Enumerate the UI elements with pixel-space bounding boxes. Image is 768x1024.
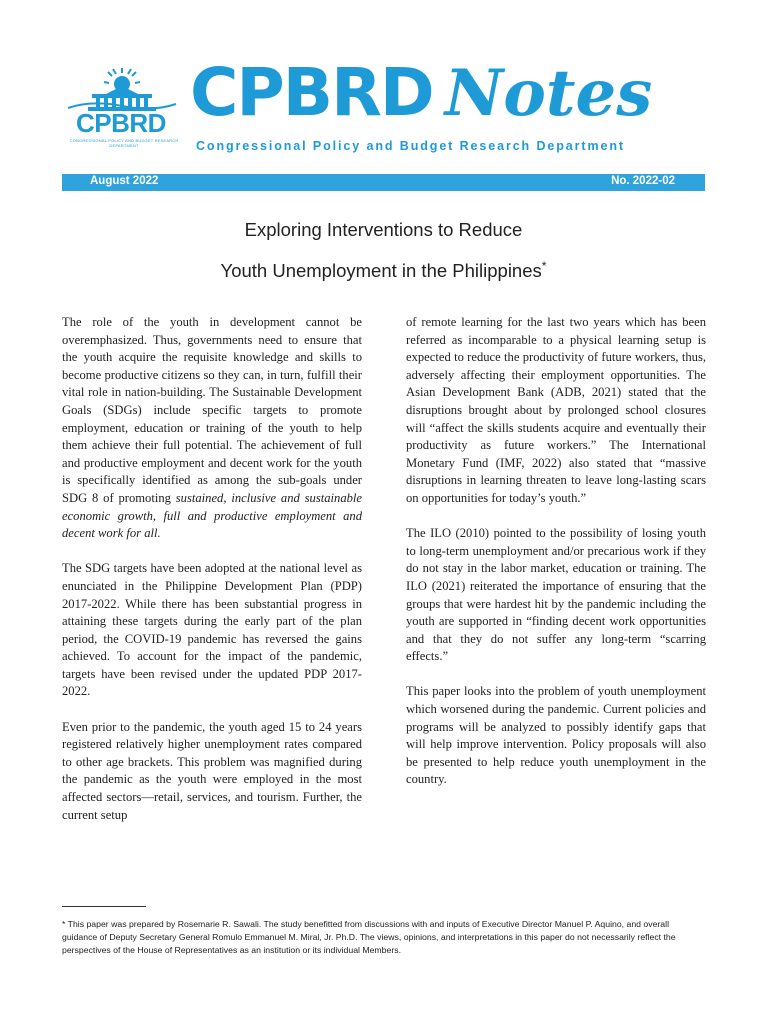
paragraph-4: of remote learning for the last two years which has been referred as incomparable to a physical learning setup is expected to reduce the productivity of future workers, thus, adversely affecting their employment opportunities. The Asian Development Bank (ADB, 2021) stated that the disruptions brought about by prolonged school closures will “affect the skills students acquire and eventually their productivity as future workers.” The International Monetary Fund (IMF, 2022) also stated that “massive disruptions in learning threaten to leave long-lasting scars on opportunities for today’s youth.” bbox=[406, 315, 706, 505]
masthead bbox=[190, 54, 653, 131]
footnote bbox=[62, 918, 706, 957]
title-line-1: Exploring Interventions to Reduce bbox=[244, 219, 523, 240]
footnote-text: This paper was prepared by Rosemarie R. Sawali. The study benefitted from discussions with and inputs of Executive Director Manuel P. Aquino, and overall guidance of Deputy Secretary General Romulo Emmanuel M. Miral, Jr. Ph.D. The views, opinions, and interpretations in this paper do not necessarily reflect the perspectives of the House of Representatives as an institution or its individual Members. bbox=[62, 919, 676, 955]
issue-number: No. 2022-02 bbox=[611, 175, 675, 187]
footnote-divider bbox=[62, 906, 146, 907]
paragraph-1 bbox=[62, 314, 362, 543]
paragraph-6: This paper looks into the problem of youth unemployment which worsened during the pandemic. Current policies and programs will be analyzed to possibly identify gaps that will help improve intervention. Policy proposals will also be presented to help reduce youth unemployment in the country. bbox=[406, 684, 706, 787]
logo-subtitle: CONGRESSIONAL POLICY AND BUDGET RESEARCH DEPARTMENT bbox=[69, 138, 179, 148]
paragraph-5: The ILO (2010) pointed to the possibility of losing youth to long-term unemployment and/or precarious work if they do not stay in the labor market, education or training. The ILO (2021) reiterated the importance of ensuring that the groups that were hardest hit by the pandemic including the youth are supported in “finding decent work opportunities and that they do not suffer any long-term “scarring effects.” bbox=[406, 526, 706, 664]
masthead-notes: Notes bbox=[444, 56, 653, 131]
footnote-marker: * bbox=[62, 919, 66, 929]
paragraph-2: The SDG targets have been adopted at the national level as enunciated in the Philippine Development Plan (PDP) 2017-2022. While there has been substantial progress in attaining these targets during the early part of the plan period, the COVID-19 pandemic has reversed the gains achieved. To account for the impact of the pandemic, targets have been revised under the updated PDP 2017-2022. bbox=[62, 561, 362, 699]
issue-date: August 2022 bbox=[90, 175, 159, 187]
issue-band bbox=[62, 174, 705, 191]
paragraph-1-italic: sustained, inclusive and sustainable economic growth, full and productive employment and decent work for all. bbox=[62, 490, 362, 541]
left-column bbox=[62, 314, 362, 842]
masthead-brand: CPBRD bbox=[190, 54, 433, 131]
paragraph-1-text: The role of the youth in development cannot be overemphasized. Thus, governments need to ensure that the youth acquire the requisite knowledge and skills to become productive citizens so they can, in turn, fulfill their vital role in nation-building. The Sustainable Development Goals (SDGs) include specific targets to promote employment, education or training of the youth to help them achieve their full potential. The achievement of full and productive employment and decent work for the youth is specifically identified as among the sub-goals under SDG 8 of promoting bbox=[62, 315, 362, 505]
title-footnote-marker: * bbox=[541, 259, 547, 273]
cpbrd-logo bbox=[62, 66, 182, 148]
title-line-2 bbox=[62, 248, 705, 289]
right-column bbox=[406, 314, 706, 807]
masthead-subtitle: Congressional Policy and Budget Research Department bbox=[196, 139, 625, 153]
building-sun-icon bbox=[62, 66, 182, 112]
title-line-2-text: Youth Unemployment in the Philippines bbox=[220, 260, 542, 282]
article-title bbox=[62, 212, 705, 289]
paragraph-3: Even prior to the pandemic, the youth aged 15 to 24 years registered relatively higher unemployment rates compared to other age brackets. This problem was magnified during the pandemic as the youth were employed in the most affected sectors—retail, services, and tourism. Further, the current setup bbox=[62, 719, 362, 822]
logo-wordmark: CPBRD bbox=[76, 108, 166, 138]
